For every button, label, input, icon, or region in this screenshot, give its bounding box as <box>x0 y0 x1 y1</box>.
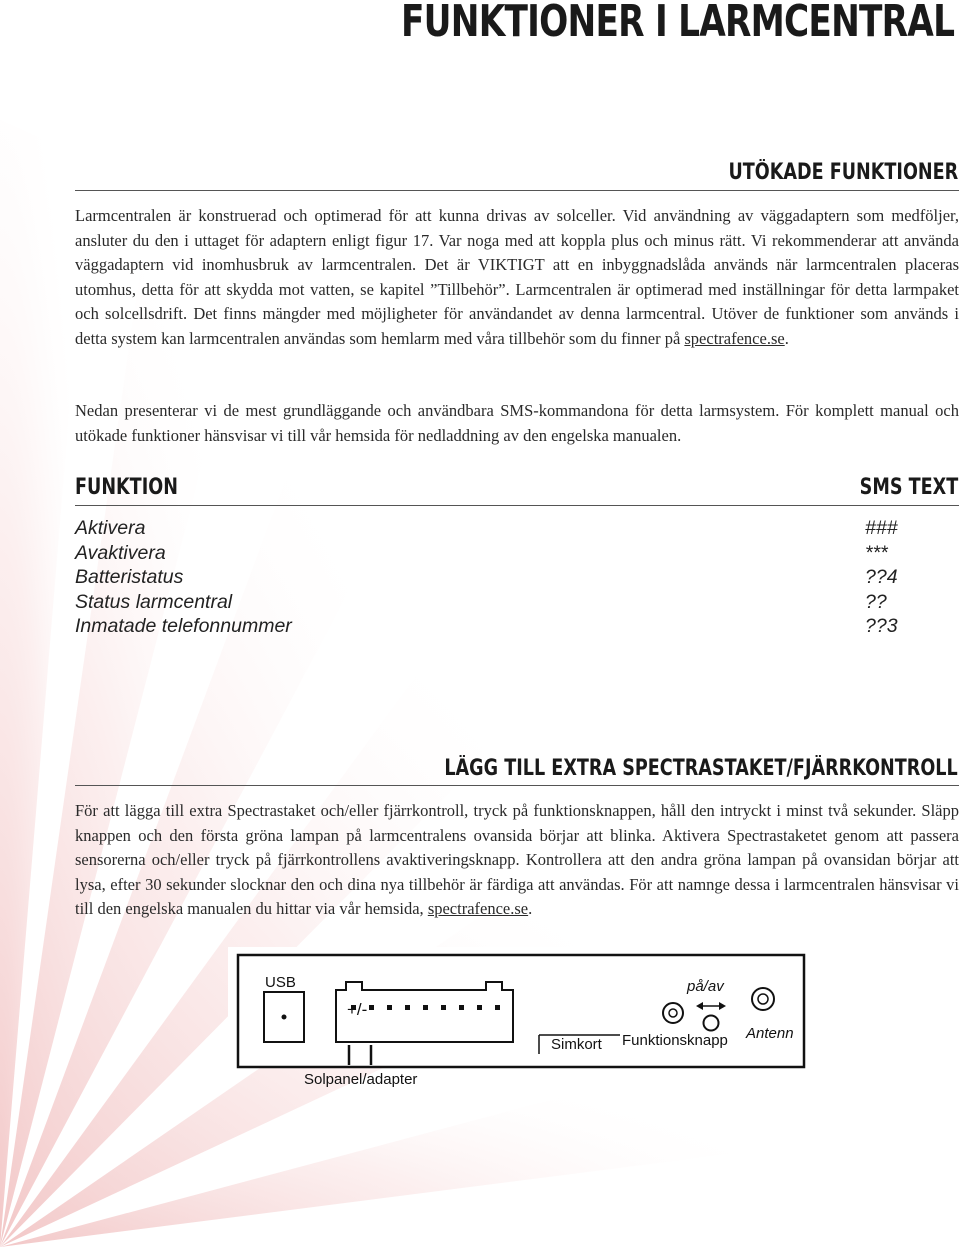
function-column-header: FUNKTION <box>75 475 178 500</box>
sms-code: ??4 <box>865 566 898 588</box>
function-name: Aktivera <box>75 517 146 539</box>
on-off-label: på/av <box>687 978 724 995</box>
antenna-label: Antenn <box>746 1025 794 1042</box>
add-text-end: . <box>528 899 533 918</box>
function-name: Avaktivera <box>75 541 166 564</box>
table-row <box>75 591 905 616</box>
add-text: För att lägga till extra Spectrastaket och/eller fjärrkontroll, tryck på funktionsknappen, håll den intryckt i minst två sekunder. Släpp knappen och den första gröna lampan på larmcentralens ovansida börjar att blinka. Aktivera Spectrastaketet genom att passera sensorerna och/eller tryck på fjärrkontrollens avaktiveringsknapp. Kontrollera att den andra gröna lampan på ovansidan börjar att lysa, efter 30 sekunder slocknar den och dina nya tillbehör är färdiga att användas. För att namnge dessa i larmcentralen hänsvisar vi till den engelska manualen du hittar via vår hemsida, <box>75 801 959 918</box>
simcard-label: Simkort <box>551 1036 602 1053</box>
sms-code: ### <box>865 517 898 539</box>
control-unit-diagram <box>228 947 812 1095</box>
section-divider <box>75 190 959 191</box>
sms-command-table <box>75 517 905 640</box>
function-name: Inmatade telefonnummer <box>75 615 292 637</box>
page-title: FUNKTIONER I LARMCENTRAL <box>400 0 954 47</box>
section-heading-add-extra: LÄGG TILL EXTRA SPECTRASTAKET/FJÄRRKONTROLL <box>444 756 958 781</box>
intro-text-end: . <box>784 328 789 348</box>
intro-text: Larmcentralen är konstruerad och optimerad för att kunna drivas av solceller. Vid användning av väggadaptern som medföljer, ansluter du den i uttaget för adaptern enligt figur 17. Var noga med att koppla plus och minus rätt. Vi rekommenderar att använda väggadaptern vid inomhusbruk av larmcentralen. Det är VIKTIGT att en inbyggnadslåda används när larmcentralen placeras utomhus, detta för att skydda mot vatten, se kapitel ”Tillbehör”. Larmcentralen är optimerad med inställningar för detta larmpaket och solcellsdrift. Det finns mängder med möjligheter för användandet av denna larmcentral. Utöver de funktioner som används i detta system kan larmcentralen användas som hemlarm med våra tillbehör som du finner på <box>75 206 959 348</box>
function-name: Batteristatus <box>75 566 184 588</box>
table-divider <box>75 505 959 506</box>
function-button-label: Funktionsknapp <box>622 1032 728 1049</box>
table-row <box>75 566 905 591</box>
add-accessories-paragraph <box>75 799 959 922</box>
plus-minus-label: +/- <box>347 1000 368 1019</box>
section-heading-extended-functions: UTÖKADE FUNKTIONER <box>728 160 958 185</box>
sms-code: ??3 <box>865 615 898 637</box>
website-link[interactable]: spectrafence.se <box>684 328 785 348</box>
table-row <box>75 517 905 542</box>
usb-label: USB <box>265 974 296 991</box>
solar-panel-label: Solpanel/adapter <box>304 1071 418 1088</box>
section-divider <box>75 785 959 786</box>
sms-column-header: SMS TEXT <box>859 475 958 500</box>
sms-code: ?? <box>865 590 887 613</box>
function-name: Status larmcentral <box>75 590 233 613</box>
website-link[interactable]: spectrafence.se <box>427 899 529 918</box>
sms-code: *** <box>865 541 888 564</box>
intro-paragraph <box>75 204 959 351</box>
sms-intro-paragraph: Nedan presenterar vi de mest grundläggande och användbara SMS-kommandona för detta larmsystem. För komplett manual och utökade funktioner hänsvisar vi till vår hemsida för nedladdning av den engelska manualen. <box>75 401 959 445</box>
table-row <box>75 615 905 640</box>
table-row <box>75 542 905 567</box>
